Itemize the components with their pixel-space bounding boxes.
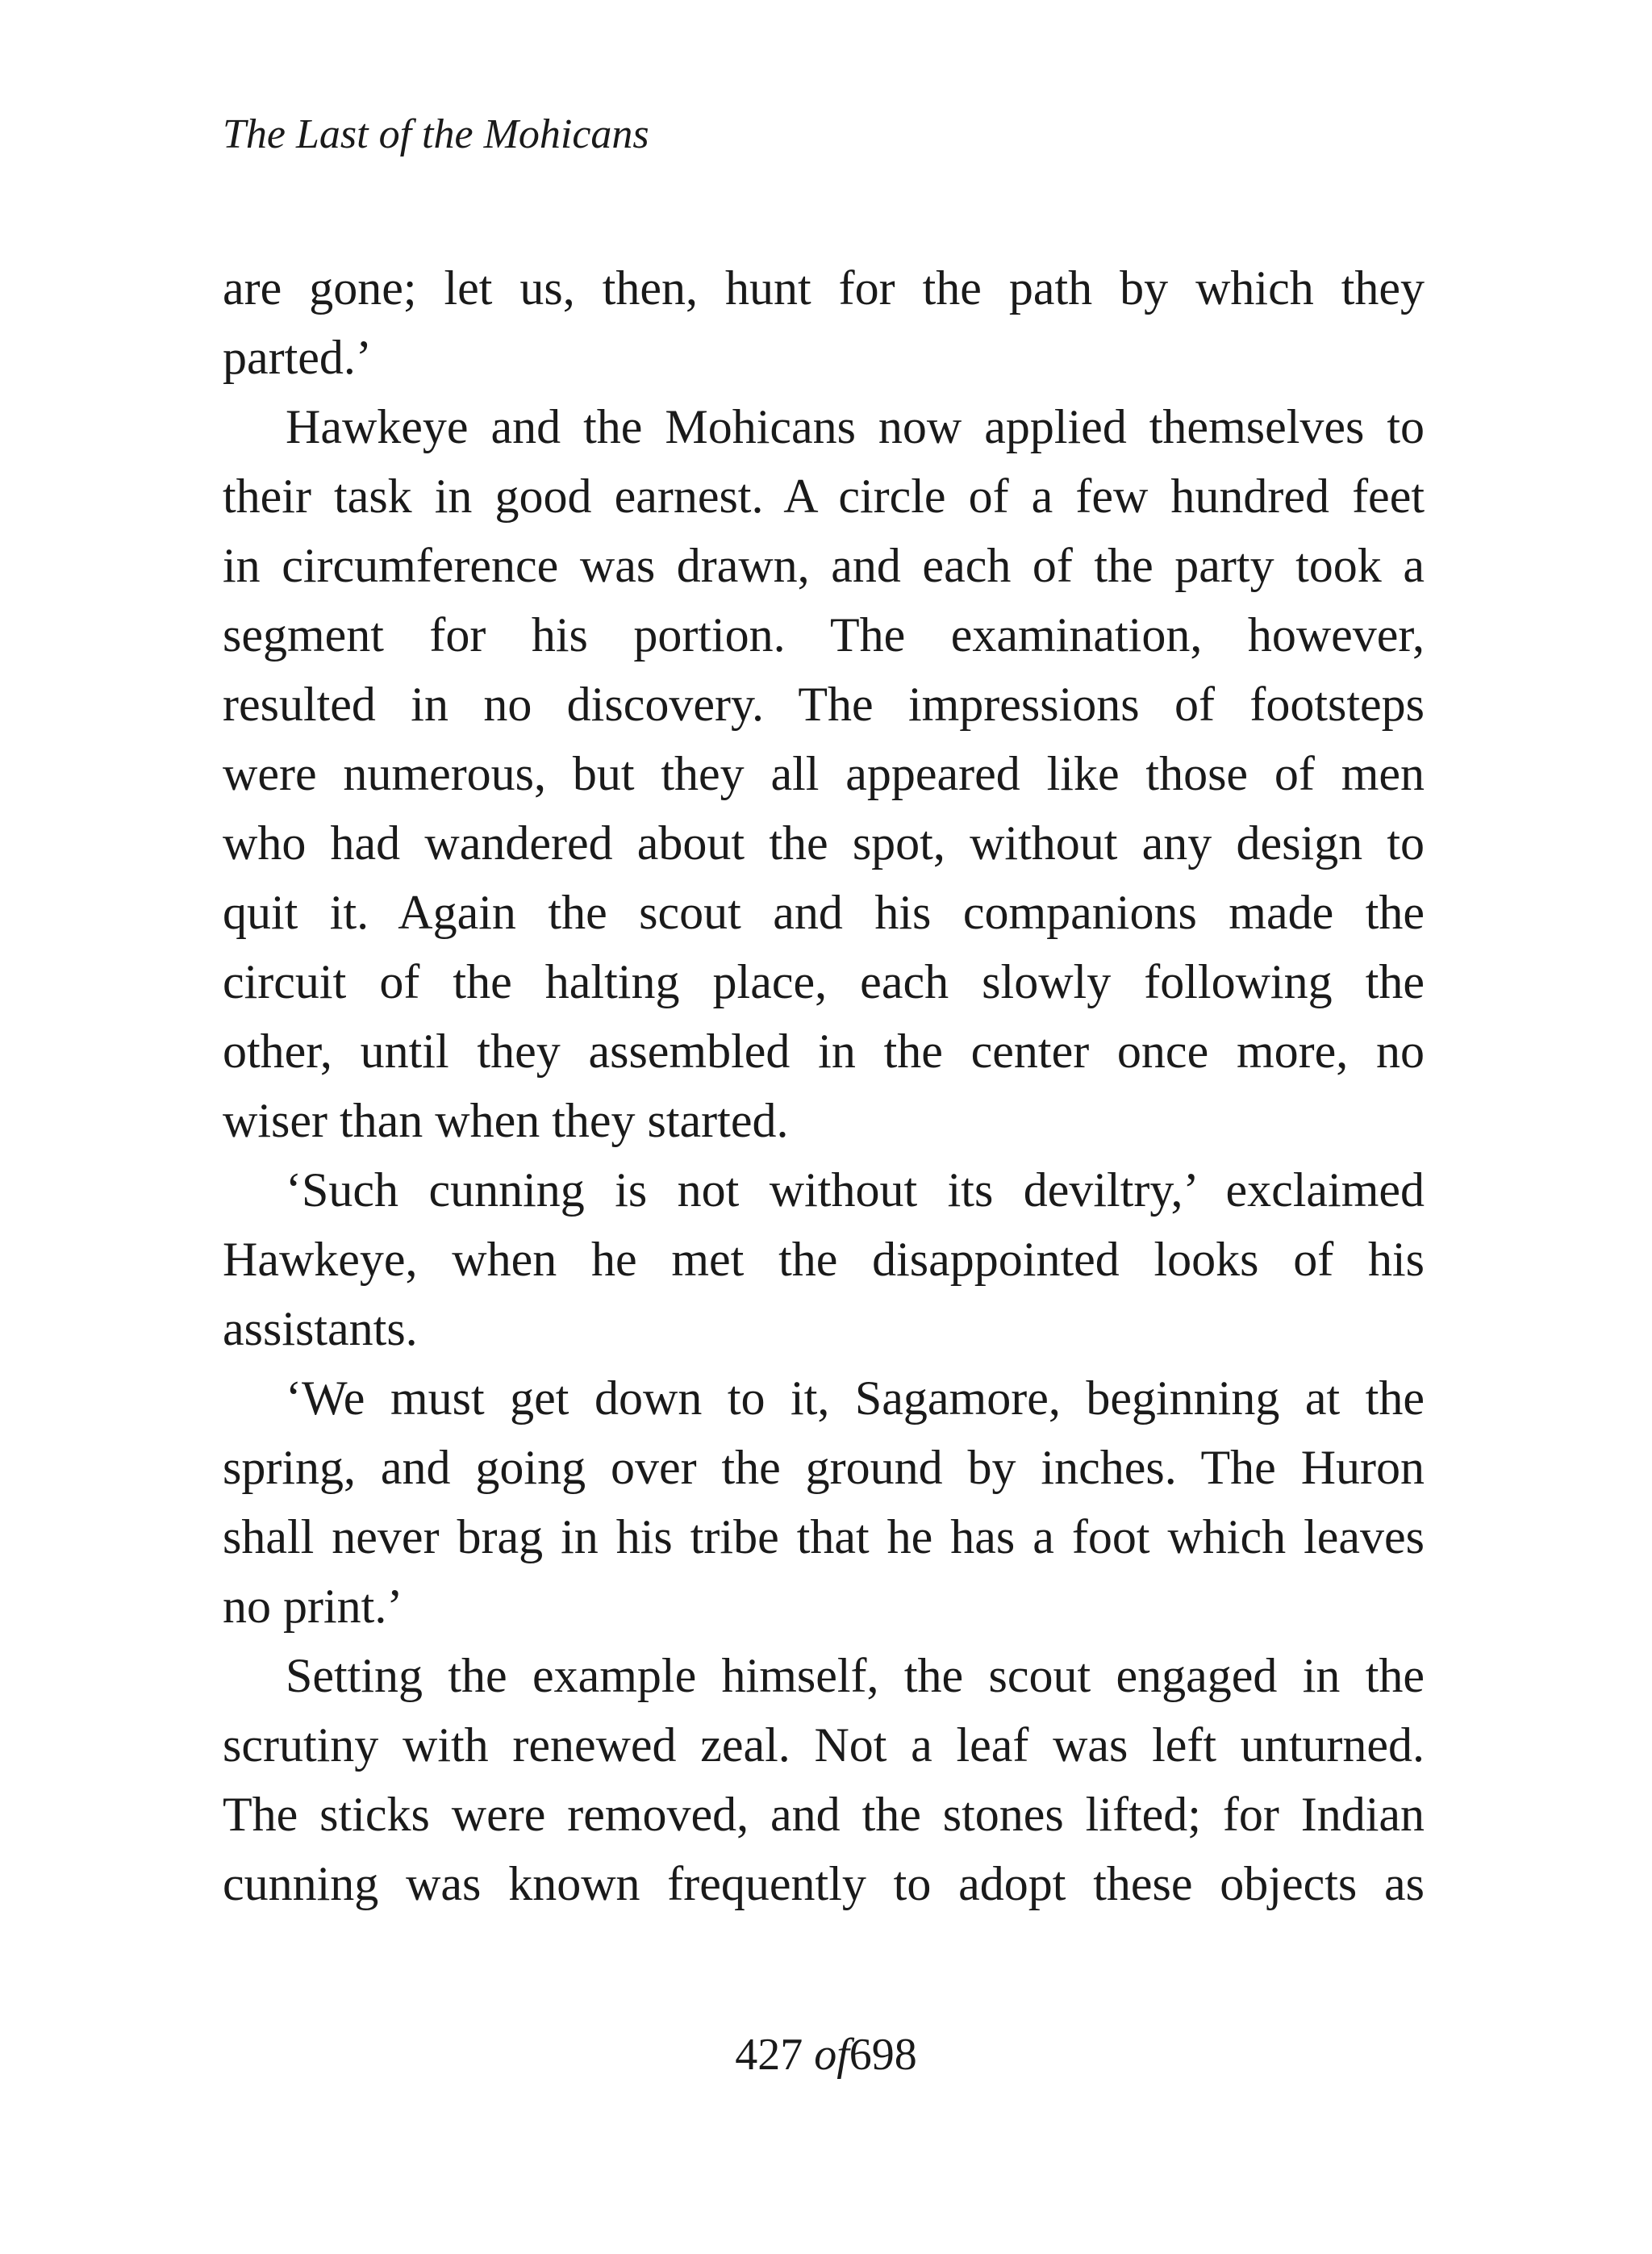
text-line: cunning was known frequently to adopt these objects as (223, 1857, 1425, 1910)
text-line: were numerous, but they all appeared like those of men (223, 747, 1425, 800)
text-line: scrutiny with renewed zeal. Not a leaf was left unturned. (223, 1718, 1425, 1772)
text-line: resulted in no discovery. The impressions of footsteps (223, 678, 1425, 731)
text-line: are gone; let us, then, hunt for the path by which they (223, 261, 1425, 315)
text-line: their task in good earnest. A circle of a few hundred feet (223, 470, 1425, 523)
text-line: assistants. (223, 1302, 418, 1355)
page-current: 427 (735, 2030, 803, 2080)
text-line: Setting the example himself, the scout engaged in the (286, 1649, 1425, 1702)
page-number (0, 2027, 1652, 2083)
running-title: The Last of the Mohicans (223, 111, 649, 157)
page-of-label: of (814, 2030, 849, 2080)
text-line: other, until they assembled in the center once more, no (223, 1025, 1425, 1078)
page-total: 698 (849, 2030, 917, 2080)
text-line: ‘We must get down to it, Sagamore, beginning at the (286, 1371, 1425, 1425)
text-line: The sticks were removed, and the stones lifted; for Indian (223, 1788, 1425, 1841)
text-line: in circumference was drawn, and each of the party took a (223, 539, 1425, 592)
text-line: segment for his portion. The examination, however, (223, 608, 1425, 662)
text-line: Hawkeye, when he met the disappointed looks of his (223, 1233, 1425, 1286)
text-line: no print.’ (223, 1580, 403, 1633)
text-line: quit it. Again the scout and his companions made the (223, 886, 1425, 939)
text-line: circuit of the halting place, each slowly following the (223, 955, 1425, 1008)
text-line: parted.’ (223, 331, 372, 384)
text-line: wiser than when they started. (223, 1094, 789, 1147)
body-text (223, 253, 1425, 1918)
text-line: spring, and going over the ground by inches. The Huron (223, 1441, 1425, 1494)
text-line: shall never brag in his tribe that he has a foot which leaves (223, 1510, 1425, 1563)
text-line: Hawkeye and the Mohicans now applied themselves to (286, 400, 1425, 453)
text-line: ‘Such cunning is not without its deviltry,’ exclaimed (286, 1163, 1425, 1217)
text-line: who had wandered about the spot, without any design to (223, 816, 1425, 870)
